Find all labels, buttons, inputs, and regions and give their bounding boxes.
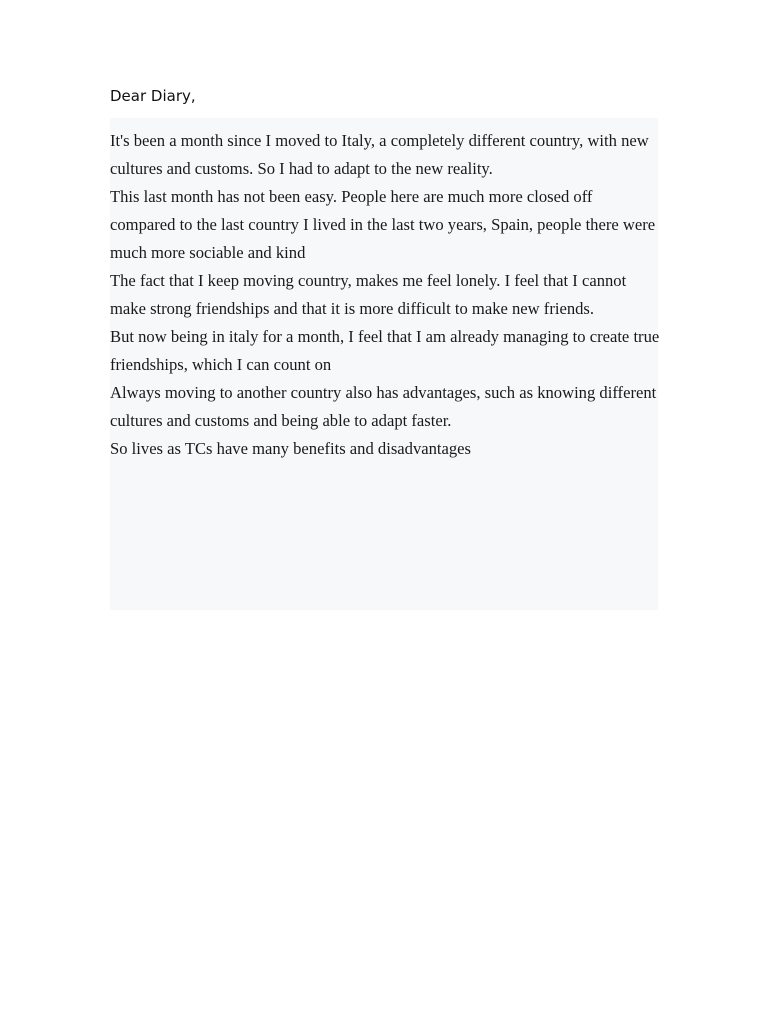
- diary-greeting: Dear Diary,: [110, 87, 196, 105]
- diary-paragraph-3: The fact that I keep moving country, makes me feel lonely. I feel that I cannot make strong friendships and that it is more difficult to make new friends.: [110, 271, 627, 318]
- diary-paragraph-6: So lives as TCs have many benefits and disadvantages: [110, 439, 471, 458]
- diary-entry-text: [110, 127, 662, 463]
- diary-paragraph-1: It's been a month since I moved to Italy, a completely different country, with new cultures and customs. So I had to adapt to the new reality.: [110, 131, 649, 178]
- diary-paragraph-4: But now being in italy for a month, I feel that I am already managing to create true friendships, which I can count on: [110, 327, 660, 374]
- diary-paragraph-2: This last month has not been easy. People here are much more closed off compared to the last country I lived in the last two years, Spain, people there were much more sociable and kind: [110, 187, 656, 262]
- diary-paragraph-5: Always moving to another country also has advantages, such as knowing different cultures and customs and being able to adapt faster.: [110, 383, 657, 430]
